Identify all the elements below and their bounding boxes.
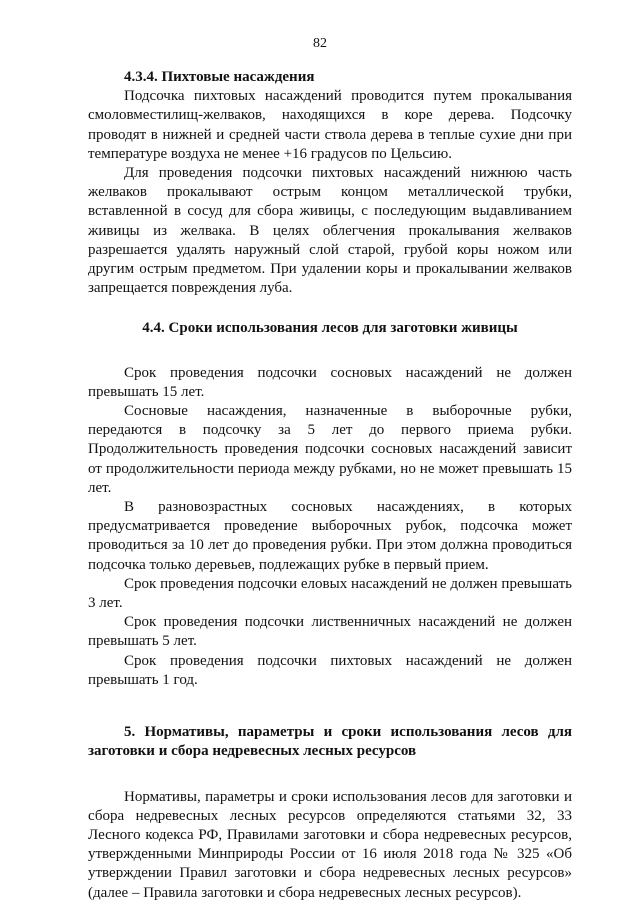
document-body: [88, 68, 572, 903]
paragraph: Подсочка пихтовых насаждений проводится путем прокалывания смоловместилищ-желваков, находящихся в коре дерева. Подсочку проводят в нижней и средней части ствола дерева в теплые сухие дни при температуре воздуха не менее +16 градусов по Цельсию.: [88, 88, 572, 162]
paragraph: Срок проведения подсочки лиственничных насаждений не должен превышать 5 лет.: [88, 614, 572, 650]
paragraph: Для проведения подсочки пихтовых насаждений нижнюю часть желваков прокалывают острым концом металлической трубки, вставленной в сосуд для сбора живицы, с последующим выдавливанием живицы из желвака. В целях облегчения прокалывания желваков разрешается удалять наружный слой старой, грубой коры ножом или другим острым предметом. При удалении коры и прокалывании желваков запрещается повреждения луба.: [88, 165, 572, 297]
section-heading-4-3-4: 4.3.4. Пихтовые насаждения: [124, 69, 315, 85]
paragraph: Нормативы, параметры и сроки использования лесов для заготовки и сбора недревесных лесных ресурсов определяются статьями 32, 33 Лесного кодекса РФ, Правилами заготовки и сбора недревесных ресурсов, утвержденными Минприроды России от 16 июля 2018 года № 325 «Об утверждении Правил заготовки и сбора недревесных лесных ресурсов» (далее – Правила заготовки и сбора недревесных лесных ресурсов).: [88, 788, 572, 901]
section-heading-4-4: 4.4. Сроки использования лесов для заготовки живицы: [142, 320, 518, 337]
paragraph: В разновозрастных сосновых насаждениях, в которых предусматривается проведение выборочных рубок, подсочка может проводиться за 10 лет до проведения рубки. При этом должна проводиться подсочка только деревьев, подлежащих рубке в первый прием.: [88, 499, 572, 573]
paragraph: Сосновые насаждения, назначенные в выборочные рубки, передаются в подсочку за 5 лет до первого приема рубки. Продолжительность проведения подсочки сосновых насаждений зависит от продолжительности периода между рубками, но не может превышать 15 лет.: [88, 403, 572, 496]
page-number: 82: [313, 36, 327, 51]
section-heading-5: 5. Нормативы, параметры и сроки использования лесов для заготовки и сбора недревесных лесных ресурсов: [88, 724, 572, 760]
paragraph: Срок проведения подсочки пихтовых насаждений не должен превышать 1 год.: [88, 652, 572, 688]
paragraph: Срок проведения подсочки сосновых насаждений не должен превышать 15 лет.: [88, 364, 572, 400]
paragraph: Срок проведения подсочки еловых насаждений не должен превышать 3 лет.: [88, 575, 572, 612]
